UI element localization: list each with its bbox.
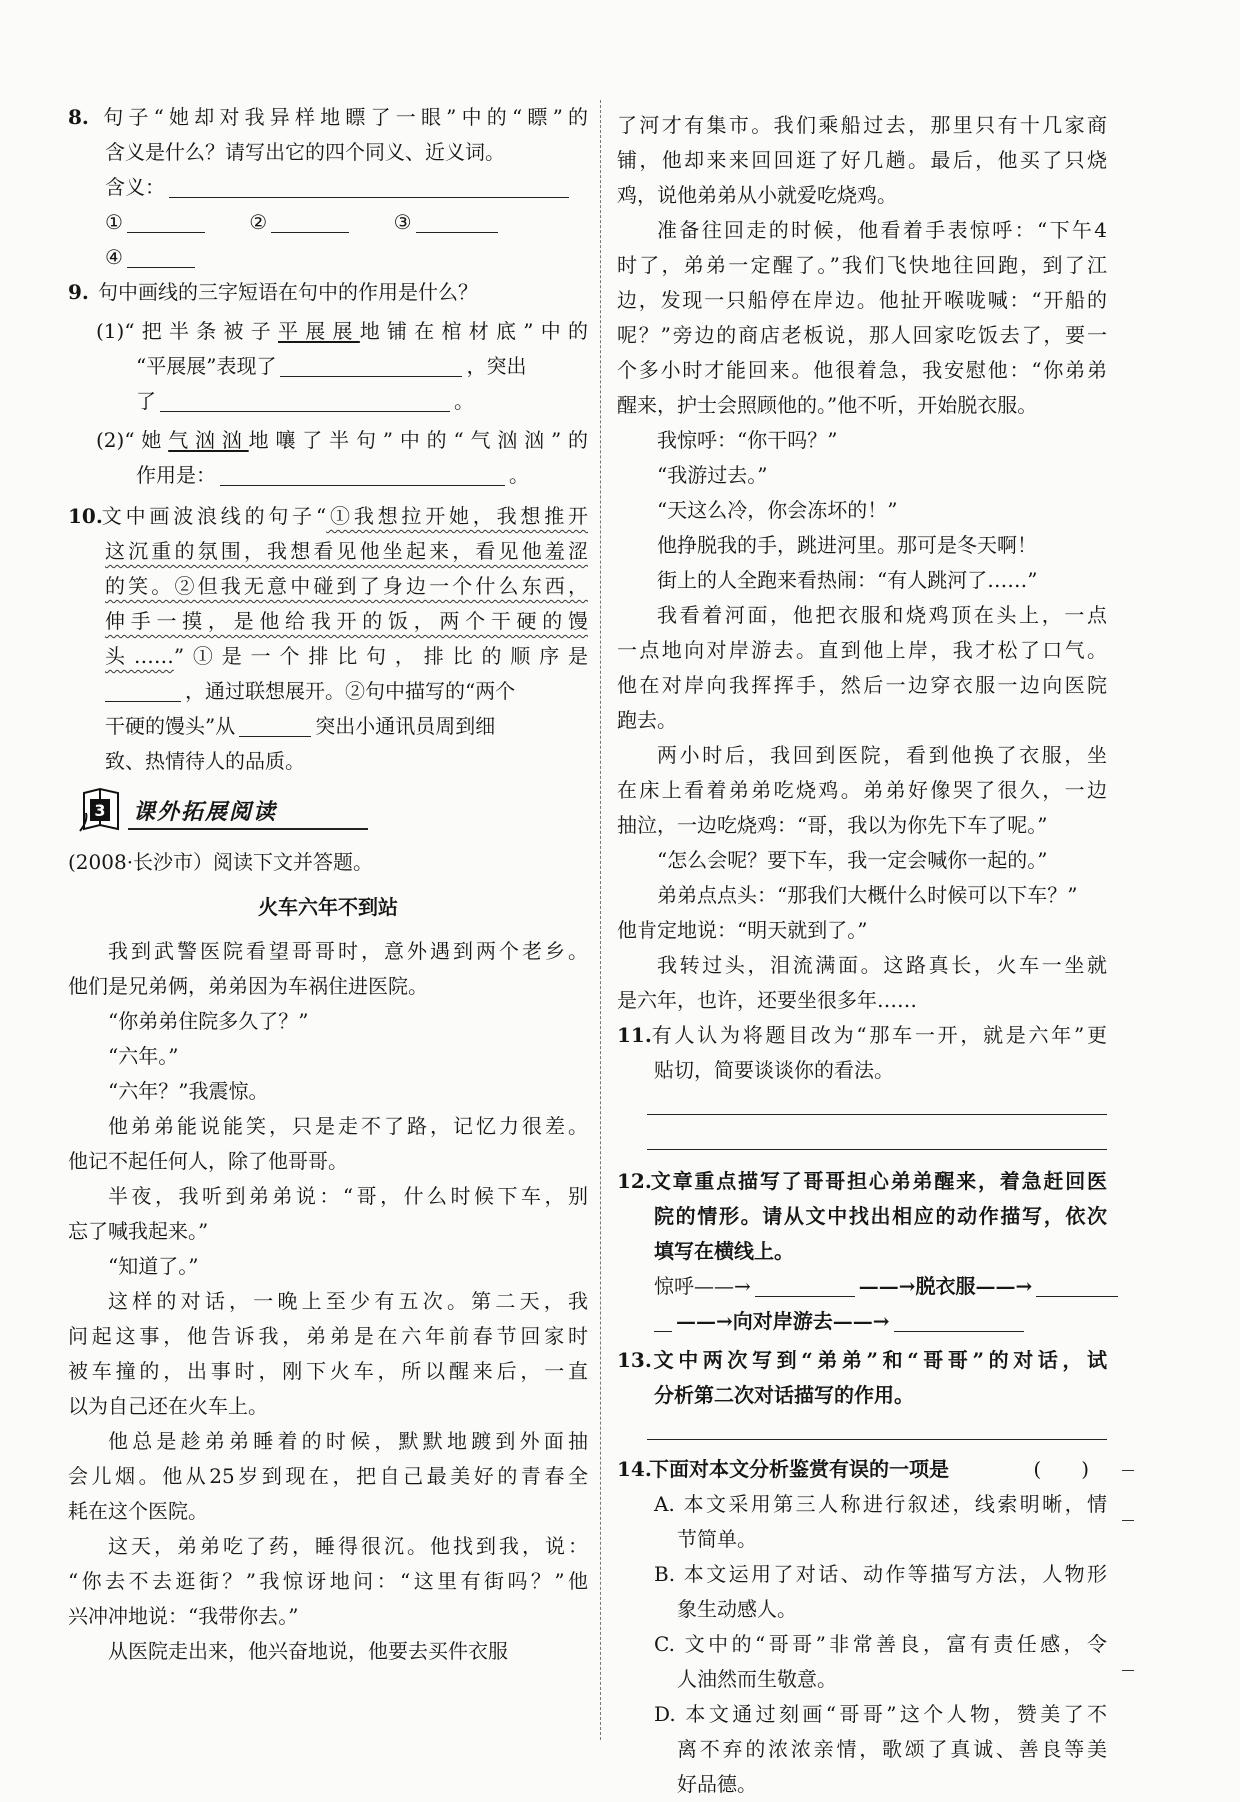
article-line: 街上的人全跑来看热闹：“有人跳河了……” xyxy=(657,568,1038,592)
article-line: 这样的对话，一晚上至少有五次。第二天，我 xyxy=(108,1289,588,1313)
q10-wavy-1: ①我想拉开她，我想推开 xyxy=(326,504,589,528)
q12-blank-2[interactable] xyxy=(1036,1274,1118,1297)
q10-line-7 xyxy=(68,709,588,744)
q9-part2-text-b: 地嚷了半句”中的“气汹汹”的 xyxy=(248,428,588,452)
q9-part1-underlined: 平展展 xyxy=(278,319,360,343)
article-line: 他肯定地说：“明天就到了。” xyxy=(617,918,868,942)
q14-option-b-cont: 象生动感人。 xyxy=(677,1597,797,1621)
edge-tick xyxy=(1122,1520,1134,1521)
q9-part1-text-d: ，突出 xyxy=(466,354,527,378)
right-column xyxy=(617,108,1107,1802)
q14-stem: 下面对本文分析鉴赏有误的一项是 xyxy=(649,1457,949,1481)
article-line: 在床上看着弟弟吃烧鸡。弟弟好像哭了很久，一边 xyxy=(617,778,1107,802)
article-title: 火车六年不到站 xyxy=(258,895,398,919)
question-14 xyxy=(617,1452,1107,1802)
q9-part2-line-2 xyxy=(68,458,588,493)
article-body-left xyxy=(68,934,588,1669)
q9-part2-text-c: 作用是： xyxy=(136,463,216,487)
q8-option-4-row xyxy=(68,240,588,275)
q13-line-1 xyxy=(617,1343,1107,1378)
q10-wavy-3: 的笑。②但我无意中碰到了身边一个什么东西， xyxy=(105,574,588,598)
article-line: 我看着河面，他把衣服和烧鸡顶在头上，一点 xyxy=(657,603,1107,627)
q8-number: 8. xyxy=(68,105,89,129)
article-line: “六年。” xyxy=(108,1044,179,1068)
q10-blank-2[interactable] xyxy=(239,714,311,737)
q10-text-7a: 干硬的馒头”从 xyxy=(105,714,236,738)
article-line: 会儿烟。他从25岁到现在，把自己最美好的青春全 xyxy=(68,1464,588,1488)
q10-text-7b: 突出小通讯员周到细 xyxy=(315,714,496,738)
article-line: 了河才有集市。我们乘船过去，那里只有十几家商 xyxy=(617,113,1107,137)
article-line: 兴冲冲地说：“我带你去。” xyxy=(68,1604,299,1628)
q13-number: 13. xyxy=(617,1348,652,1372)
q8-option-1-label: ① xyxy=(105,210,123,234)
article-line: 他挣脱我的手，跳进河里。那可是冬天啊！ xyxy=(657,533,1037,557)
article-line: 他在对岸向我挥挥手，然后一边穿衣服一边向医院 xyxy=(617,673,1107,697)
article-line: “你去不去逛街？”我惊讶地问：“这里有街吗？”他 xyxy=(68,1569,588,1593)
q14-option-a[interactable]: A. 本文采用第三人称进行叙述，线索明晰，情 xyxy=(654,1492,1107,1516)
book-icon xyxy=(78,785,124,835)
q14-stem-row xyxy=(617,1452,1107,1487)
article-line: “天这么冷，你会冻坏的！” xyxy=(657,498,898,522)
q14-answer-bracket[interactable]: ( ) xyxy=(1033,1457,1089,1481)
q10-line-5 xyxy=(68,639,588,674)
article-line: 他记不起任何人，除了他哥哥。 xyxy=(68,1149,348,1173)
q12-blank-1[interactable] xyxy=(755,1274,855,1297)
q9-text: 句中画线的三字短语在句中的作用是什么？ xyxy=(98,280,478,304)
article-line: 醒来，护士会照顾他的。”他不听，开始脱衣服。 xyxy=(617,393,1038,417)
q12-blank-4[interactable] xyxy=(894,1309,1024,1332)
article-line: 时了，弟弟一定醒了。”我们飞快地往回跑，到了江 xyxy=(617,253,1107,277)
q12-text-1: 文章重点描写了哥哥担心弟弟醒来，着急赶回医 xyxy=(649,1169,1107,1193)
q10-wavy-4: 伸手一摸，是他给我开的饭，两个干硬的馒 xyxy=(105,609,588,633)
q13-answer-line[interactable] xyxy=(617,1413,1107,1448)
question-10 xyxy=(68,499,588,779)
article-line: 从医院走出来，他兴奋地说，他要去买件衣服 xyxy=(108,1639,508,1663)
question-9 xyxy=(68,275,588,493)
article-line: 铺，他却来来回回逛了好几趟。最后，他买了只烧 xyxy=(617,148,1107,172)
q8-option-4-label: ④ xyxy=(105,245,123,269)
q9-part1-line-1 xyxy=(68,314,588,349)
left-column xyxy=(68,100,588,1669)
q8-meaning-blank[interactable] xyxy=(169,175,569,198)
q12-flow-start: 惊呼——→ xyxy=(654,1274,751,1298)
section-title-underline xyxy=(128,828,368,830)
question-12 xyxy=(617,1164,1107,1339)
article-line: 准备往回走的时候，他看着手表惊呼：“下午4 xyxy=(657,218,1107,242)
article-line: 我到武警医院看望哥哥时，意外遇到两个老乡。 xyxy=(108,939,588,963)
article-line: 以为自己还在火车上。 xyxy=(68,1394,268,1418)
q9-part2-underlined: 气汹汹 xyxy=(168,428,249,452)
q11-answer-line-1[interactable] xyxy=(617,1088,1107,1123)
article-line: “六年？”我震惊。 xyxy=(108,1079,269,1103)
q12-flow-row-2 xyxy=(617,1304,1107,1339)
q14-option-b[interactable]: B. 本文运用了对话、动作等描写方法，人物形 xyxy=(654,1562,1107,1586)
article-line: 被车撞的，出事时，刚下火车，所以醒来后，一直 xyxy=(68,1359,588,1383)
q10-line-3 xyxy=(68,569,588,604)
q13-text-2: 分析第二次对话描写的作用。 xyxy=(654,1383,914,1407)
q14-option-d-cont-2: 好品德。 xyxy=(677,1772,757,1796)
article-line: 忘了喊我起来。” xyxy=(68,1219,209,1243)
article-line: “我游过去。” xyxy=(657,463,768,487)
q8-options-row xyxy=(68,205,588,240)
edge-tick xyxy=(1122,1670,1134,1671)
q14-option-d[interactable]: D. 本文通过刻画“哥哥”这个人物，赞美了不 xyxy=(654,1702,1107,1726)
q10-line-8: 致、热情待人的品质。 xyxy=(105,749,305,773)
q10-line-6 xyxy=(68,674,588,709)
article-line: 呢？”旁边的商店老板说，那人回家吃饭去了，要一 xyxy=(617,323,1107,347)
article-line: 他总是趁弟弟睡着的时候，默默地踱到外面抽 xyxy=(108,1429,588,1453)
q11-answer-line-2[interactable] xyxy=(617,1123,1107,1158)
q9-part2-text-d: 。 xyxy=(509,463,529,487)
extended-reading-heading xyxy=(68,785,588,841)
q12-number: 12. xyxy=(617,1169,652,1193)
article-line: 半夜，我听到弟弟说：“哥，什么时候下车，别 xyxy=(108,1184,588,1208)
q12-flow-swim: ——→向对岸游去——→ xyxy=(676,1309,890,1333)
q10-line-2 xyxy=(68,534,588,569)
q8-line-1 xyxy=(68,100,588,135)
q9-part1-line-2 xyxy=(68,349,588,384)
edge-tick xyxy=(1122,1470,1134,1471)
article-line: 两小时后，我回到医院，看到他换了衣服，坐 xyxy=(657,743,1107,767)
q10-wavy-5: 头…… xyxy=(105,644,174,668)
article-body-right xyxy=(617,108,1107,1018)
q9-part1-text-f: 。 xyxy=(454,389,474,413)
article-line: 一点地向对岸游去。直到他上岸，我才松了口气。 xyxy=(617,638,1107,662)
q9-part2-blank[interactable] xyxy=(220,463,505,486)
q11-text-2: 贴切，简要谈谈你的看法。 xyxy=(654,1058,894,1082)
q9-part2-text-a: (2)“她 xyxy=(96,428,169,452)
article-line: 鸡，说他弟弟从小就爱吃烧鸡。 xyxy=(617,183,897,207)
article-line: “你弟弟住院多久了？” xyxy=(108,1009,309,1033)
article-line: 边，发现一只船停在岸边。他扯开喉咙喊：“开船的 xyxy=(617,288,1107,312)
q8-meaning-row xyxy=(68,170,588,205)
article-line: 这天，弟弟吃了药，睡得很沉。他找到我，说： xyxy=(108,1534,588,1558)
article-line: 是六年，也许，还要坐很多年…… xyxy=(617,988,917,1012)
question-11 xyxy=(617,1018,1107,1158)
q12-flow-undress: ——→脱衣服——→ xyxy=(858,1274,1033,1298)
article-line: 他弟弟能说能笑，只是走不了路，记忆力很差。 xyxy=(108,1114,588,1138)
svg-text:3: 3 xyxy=(94,801,106,820)
q12-flow-row-1 xyxy=(617,1269,1107,1304)
q10-blank-1[interactable] xyxy=(105,679,181,702)
q8-option-1-blank[interactable] xyxy=(127,210,205,233)
q8-meaning-label: 含义： xyxy=(105,175,165,199)
column-divider xyxy=(600,100,601,1740)
q14-option-c-cont: 人油然而生敬意。 xyxy=(677,1667,837,1691)
q12-blank-3[interactable] xyxy=(654,1309,672,1332)
q8-option-2-label: ② xyxy=(249,210,268,234)
q10-text-6: ，通过联想展开。②句中描写的“两个 xyxy=(185,679,516,703)
source-line: (2008·长沙市）阅读下文并答题。 xyxy=(68,850,374,874)
q9-part1-line-3 xyxy=(68,384,588,419)
article-line: “知道了。” xyxy=(108,1254,199,1278)
q10-line-4 xyxy=(68,604,588,639)
question-8 xyxy=(68,100,588,275)
q9-number: 9. xyxy=(68,280,89,304)
q10-text-5b: ”①是一个排比句，排比的顺序是 xyxy=(173,644,588,668)
q8-option-2-blank[interactable] xyxy=(271,210,349,233)
article-line: 耗在这个医院。 xyxy=(68,1499,208,1523)
q8-line-2: 含义是什么？请写出它的四个同义、近义词。 xyxy=(105,140,505,164)
q10-wavy-2: 这沉重的氛围，我想看见他坐起来，看见他羞涩 xyxy=(105,539,588,563)
article-line: 抽泣，一边吃烧鸡：“哥，我以为你先下车了呢。” xyxy=(617,813,1048,837)
q8-option-3-label: ③ xyxy=(393,210,412,234)
q9-line-1 xyxy=(68,275,588,310)
article-line: 他们是兄弟俩，弟弟因为车祸住进医院。 xyxy=(68,974,428,998)
q8-text-1: 句子“她却对我异样地瞟了一眼”中的“瞟”的 xyxy=(98,105,588,129)
q9-part1-text-c: “平展展”表现了 xyxy=(136,354,277,378)
q10-line-1 xyxy=(68,499,588,534)
q9-part1-text-b: 地铺在棺材底”中的 xyxy=(359,319,588,343)
q10-text-1a: 文中画波浪线的句子“ xyxy=(98,504,327,528)
q14-number: 14. xyxy=(617,1457,652,1481)
q8-option-3-blank[interactable] xyxy=(416,210,498,233)
q9-part2-line-1 xyxy=(68,423,588,458)
q14-option-d-cont-1: 离不弃的浓浓亲情，歌颂了真诚、善良等美 xyxy=(677,1737,1107,1761)
article-line: 弟弟点点头：“那我们大概什么时候可以下车？” xyxy=(657,883,1078,907)
q12-text-3: 填写在横线上。 xyxy=(654,1239,794,1263)
q13-text-1: 文中两次写到“弟弟”和“哥哥”的对话，试 xyxy=(649,1348,1107,1372)
q9-part1-text-e: 了 xyxy=(136,389,156,413)
article-line: 跑去。 xyxy=(617,708,677,732)
q11-number: 11. xyxy=(617,1023,652,1047)
q8-option-4-blank[interactable] xyxy=(127,245,195,268)
article-line: 个多小时才能回来。他很着急，我安慰他：“你弟弟 xyxy=(617,358,1107,382)
q14-option-c[interactable]: C. 文中的“哥哥”非常善良，富有责任感，令 xyxy=(654,1632,1107,1656)
article-line: 问起这事，他告诉我，弟弟是在六年前春节回家时 xyxy=(68,1324,588,1348)
q12-line-1 xyxy=(617,1164,1107,1199)
q9-part1-blank-1[interactable] xyxy=(280,354,462,377)
q9-part1-blank-2[interactable] xyxy=(160,389,450,412)
q10-number: 10. xyxy=(68,504,103,528)
q9-part1-text-a: (1)“把半条被子 xyxy=(96,319,279,343)
article-line: “怎么会呢？要下车，我一定会喊你一起的。” xyxy=(657,848,1048,872)
q12-text-2: 院的情形。请从文中找出相应的动作描写，依次 xyxy=(654,1204,1107,1228)
q14-option-a-cont: 节简单。 xyxy=(677,1527,757,1551)
article-line: 我转过头，泪流满面。这路真长，火车一坐就 xyxy=(657,953,1107,977)
q11-line-1 xyxy=(617,1018,1107,1053)
section-title: 课外拓展阅读 xyxy=(133,799,278,825)
q11-text-1: 有人认为将题目改为“那车一开，就是六年”更 xyxy=(649,1023,1107,1047)
article-line: 我惊呼：“你干吗？” xyxy=(657,428,838,452)
question-13 xyxy=(617,1343,1107,1448)
